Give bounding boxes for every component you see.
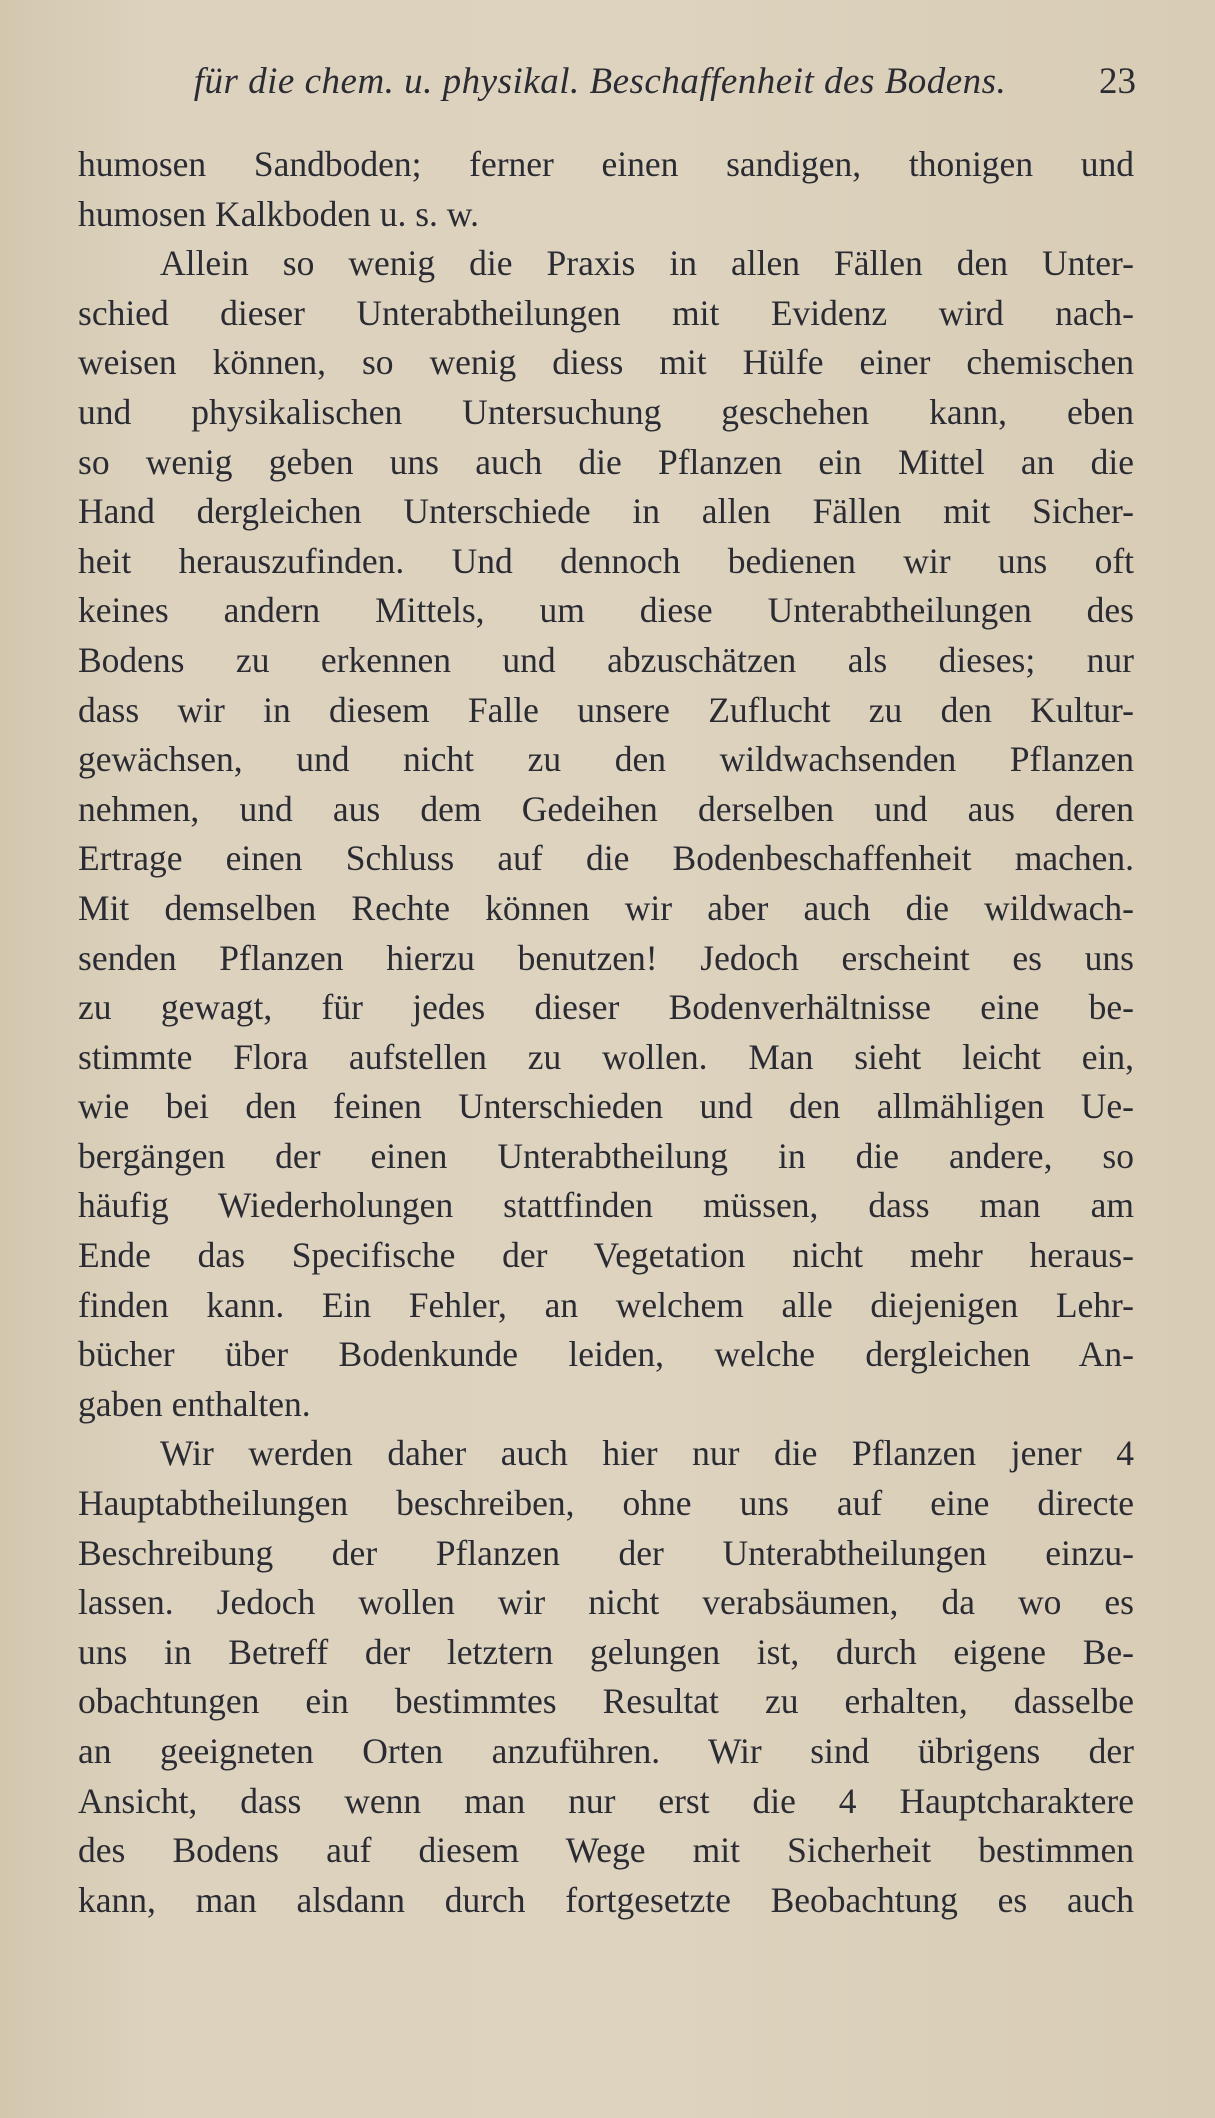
text-line: gewächsen, und nicht zu den wildwachsenden Pflanzen [78, 739, 1134, 780]
text-line: Hand dergleichen Unterschiede in allen Fällen mit Sicher- [78, 491, 1134, 532]
text-line: wie bei den feinen Unterschieden und den allmähligen Ue- [78, 1086, 1134, 1127]
text-line: heit herauszufinden. Und dennoch bedienen wir uns oft [78, 540, 1134, 581]
text-line: uns in Betreff der letztern gelungen ist, durch eigene Be- [78, 1631, 1134, 1672]
text-line: des Bodens auf diesem Wege mit Sicherheit bestimmen [78, 1830, 1134, 1871]
text-line: humosen Kalkboden u. s. w. [78, 193, 479, 234]
text-line: dass wir in diesem Falle unsere Zuflucht zu den Kultur- [78, 689, 1134, 730]
text-line: keines andern Mittels, um diese Unterabtheilungen des [78, 590, 1134, 631]
text-line: Hauptabtheilungen beschreiben, ohne uns auf eine directe [78, 1483, 1134, 1524]
running-title: für die chem. u. physikal. Beschaffenheit des Bodens. [193, 61, 1007, 102]
text-line: so wenig geben uns auch die Pflanzen ein Mittel an die [78, 441, 1134, 482]
text-line: zu gewagt, für jedes dieser Bodenverhältnisse eine be- [78, 987, 1134, 1028]
text-line: und physikalischen Untersuchung geschehen kann, eben [78, 391, 1134, 432]
text-line: senden Pflanzen hierzu benutzen! Jedoch erscheint es uns [78, 937, 1134, 978]
text-line: Beschreibung der Pflanzen der Unterabtheilungen einzu- [78, 1532, 1134, 1573]
text-line: kann, man alsdann durch fortgesetzte Beobachtung es auch [78, 1879, 1134, 1920]
text-line: Ende das Specifische der Vegetation nicht mehr heraus- [78, 1235, 1134, 1276]
text-line: nehmen, und aus dem Gedeihen derselben und aus deren [78, 788, 1134, 829]
text-line: Mit demselben Rechte können wir aber auch die wildwach- [78, 887, 1134, 928]
text-line: humosen Sandboden; ferner einen sandigen, thonigen und [78, 144, 1134, 184]
text-line: an geeigneten Orten anzuführen. Wir sind übrigens der [78, 1731, 1134, 1771]
text-line: häufig Wiederholungen stattfinden müssen, dass man am [78, 1185, 1134, 1226]
text-line: lassen. Jedoch wollen wir nicht verabsäumen, da wo es [78, 1582, 1134, 1623]
text-line: Bodens zu erkennen und abzuschätzen als dieses; nur [78, 639, 1134, 680]
text-line: finden kann. Ein Fehler, an welchem alle diejenigen Lehr- [78, 1284, 1134, 1325]
text-line: gaben enthalten. [78, 1383, 311, 1424]
text-line: obachtungen ein bestimmtes Resultat zu erhalten, dasselbe [78, 1681, 1134, 1722]
text-line: bergängen der einen Unterabtheilung in die andere, so [78, 1135, 1134, 1176]
text-line: Ansicht, dass wenn man nur erst die 4 Hauptcharaktere [78, 1780, 1134, 1821]
text-line: Allein so wenig die Praxis in allen Fällen den Unter- [160, 243, 1134, 284]
text-line: schied dieser Unterabtheilungen mit Evidenz wird nach- [78, 292, 1134, 333]
page-number: 23 [1099, 61, 1136, 102]
text-line: Ertrage einen Schluss auf die Bodenbeschaffenheit machen. [78, 838, 1134, 879]
text-line: Wir werden daher auch hier nur die Pflanzen jener 4 [160, 1433, 1134, 1474]
body-text [78, 140, 1134, 1925]
page-header [120, 60, 1140, 110]
text-line: bücher über Bodenkunde leiden, welche dergleichen An- [78, 1334, 1134, 1375]
text-line: weisen können, so wenig diess mit Hülfe einer chemischen [78, 342, 1134, 383]
text-line: stimmte Flora aufstellen zu wollen. Man sieht leicht ein, [78, 1036, 1134, 1077]
